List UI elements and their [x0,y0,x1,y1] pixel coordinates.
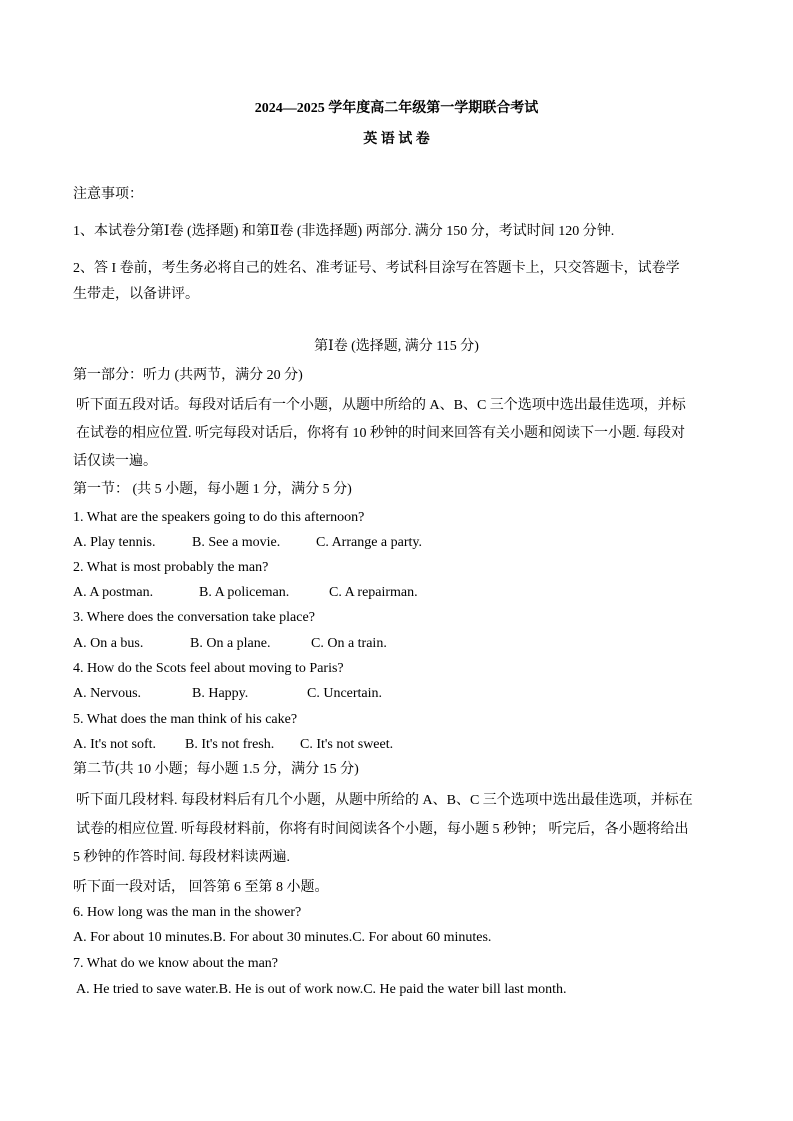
part-1-instructions-line-2: 在试卷的相应位置. 听完每段对话后，你将有 10 秒钟的时间来回答有关小题和阅读下一小题. 每段对 [76,426,685,441]
section-2-instructions-line-2: 试卷的相应位置. 听每段材料前，你将有时间阅读各个小题，每小题 5 秒钟； 听完后，各小题将给出 [76,822,689,837]
section-1-heading: 第一节： (共 5 小题，每小题 1 分，满分 5 分) [73,482,352,497]
option-a: A. Nervous. [73,686,142,701]
question-2: 2. What is most probably the man? [73,560,269,575]
question-5: 5. What does the man think of his cake? [73,712,298,727]
option-b: B. It's not fresh. [185,737,275,752]
notice-item-1: 1、本试卷分第Ⅰ卷 (选择题) 和第Ⅱ卷 (非选择题) 两部分. 满分 150 分，考试时间 120 分钟. [73,224,615,239]
question-3: 3. Where does the conversation take place? [73,610,315,625]
notice-item-2-line-1: 2、答 I 卷前，考生务必将自己的姓名、准考证号、考试科目涂写在答题卡上，只交答题卡，试卷学 [73,261,680,276]
option-b: B. A policeman. [199,585,290,600]
part-1-instructions-line-1: 听下面五段对话。每段对话后有一个小题，从题中所给的 A、B、C 三个选项中选出最佳选项，并标 [76,398,686,413]
question-6-options: A. For about 10 minutes.B. For about 30 minutes.C. For about 60 minutes. [73,930,492,945]
option-a: A. A postman. [73,585,154,600]
option-b: B. See a movie. [192,535,281,550]
option-c: C. On a train. [311,636,387,651]
notice-item-2-line-2: 生带走，以备讲评。 [73,287,199,302]
exam-title: 2024—2025 学年度高二年级第一学期联合考试 [254,101,539,116]
question-2-options [73,584,418,602]
section-2-instructions-line-1: 听下面几段材料. 每段材料后有几个小题，从题中所给的 A、B、C 三个选项中选出最佳选项，并标在 [76,793,693,808]
option-a: A. On a bus. [73,636,144,651]
question-1: 1. What are the speakers going to do this afternoon? [73,510,365,525]
exam-subtitle: 英 语 试 卷 [363,132,430,147]
option-a: A. Play tennis. [73,535,156,550]
question-7-options: A. He tried to save water.B. He is out of work now.C. He paid the water bill last month. [76,982,567,997]
option-c: C. Arrange a party. [316,535,422,550]
option-c: C. A repairman. [329,585,418,600]
option-c: C. It's not sweet. [300,737,394,752]
part-1-instructions-line-3: 话仅读一遍。 [73,454,157,469]
notice-heading: 注意事项： [73,187,143,202]
question-6: 6. How long was the man in the shower? [73,905,302,920]
volume-1-title: 第Ⅰ卷 (选择题, 满分 115 分) [314,339,479,354]
option-b: B. On a plane. [190,636,271,651]
question-4-options [73,685,382,703]
question-1-options [73,534,422,552]
section-2-heading: 第二节(共 10 小题；每小题 1.5 分，满分 15 分) [73,762,359,777]
option-b: B. Happy. [192,686,249,701]
question-7: 7. What do we know about the man? [73,956,279,971]
option-a: A. It's not soft. [73,737,157,752]
option-c: C. Uncertain. [307,686,383,701]
dialog-intro: 听下面一段对话， 回答第 6 至第 8 小题。 [73,880,329,895]
section-2-instructions-line-3: 5 秒钟的作答时间. 每段材料读两遍. [73,850,290,865]
part-1-heading: 第一部分：听力 (共两节，满分 20 分) [73,368,303,383]
question-3-options [73,635,387,653]
question-5-options [73,736,393,754]
question-4: 4. How do the Scots feel about moving to Paris? [73,661,344,676]
